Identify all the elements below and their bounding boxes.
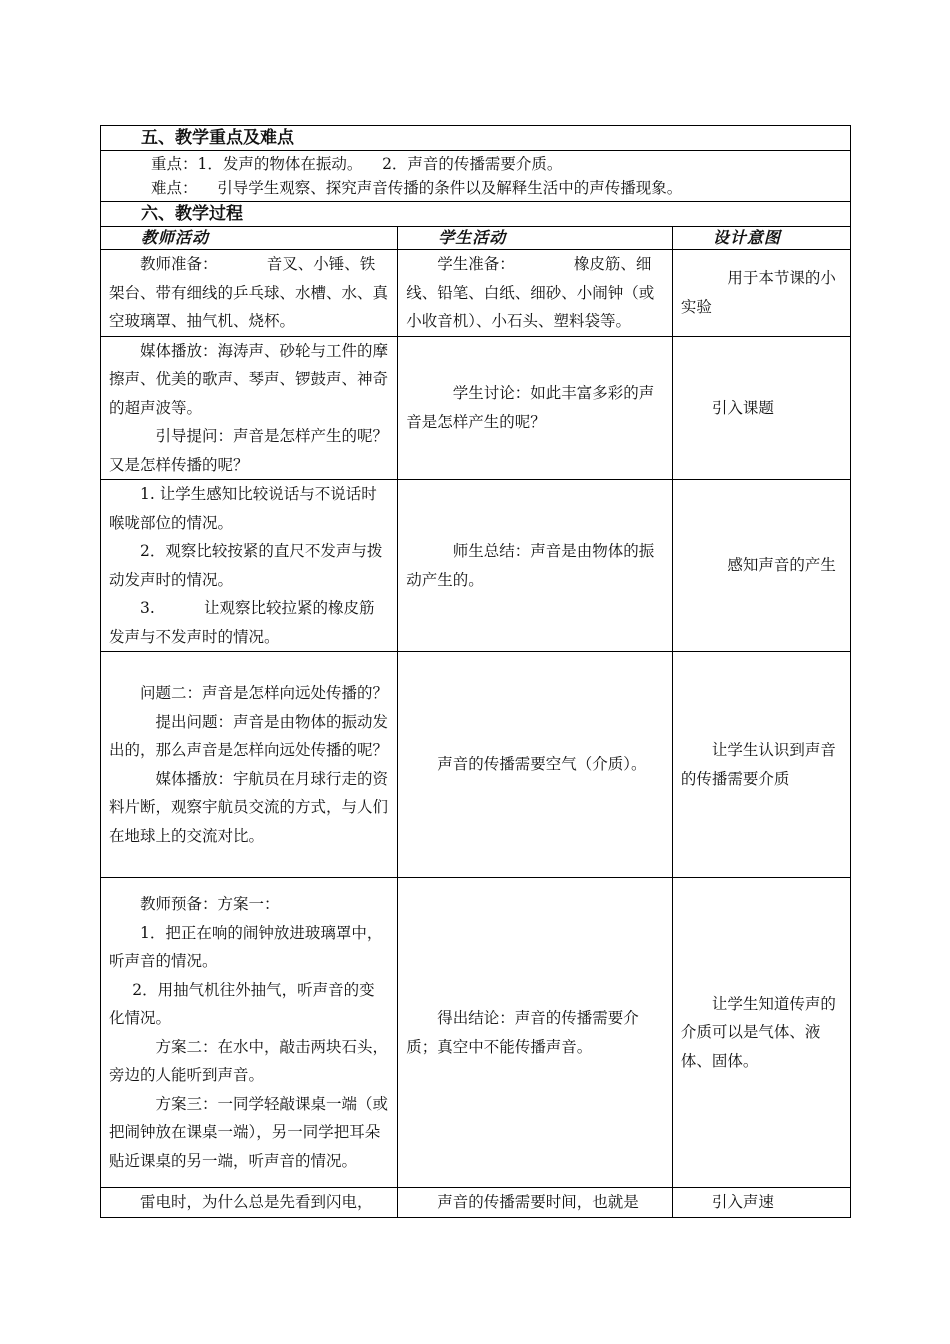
teacher-text: 1．把正在响的闹钟放进玻璃罩中，听声音的情况。 xyxy=(109,923,383,970)
table-row xyxy=(101,480,851,652)
student-text: 师生总结：声音是由物体的振动产生的。 xyxy=(406,542,655,589)
design-text: 让学生知道传声的介质可以是气体、液体、固体。 xyxy=(680,994,836,1070)
student-text: 学生讨论：如此丰富多彩的声音是怎样产生的呢？ xyxy=(406,384,655,431)
student-cell xyxy=(398,250,673,337)
section5-title: 五、教学重点及难点 xyxy=(101,126,851,151)
table-row xyxy=(101,336,851,480)
teacher-text: 媒体播放：海涛声、砂轮与工件的摩擦声、优美的歌声、琴声、锣鼓声、神奇的超声波等。 xyxy=(109,341,389,417)
teacher-text: 3. 让观察比较拉紧的橡皮筋发声与不发声时的情况。 xyxy=(109,599,375,646)
teacher-cell xyxy=(101,336,398,480)
teacher-text: 方案二：在水中，敲击两块石头，旁边的人能听到声音。 xyxy=(109,1037,389,1084)
student-cell xyxy=(398,480,673,652)
section5-content-row xyxy=(101,151,851,202)
teacher-text: 引导提问：声音是怎样产生的呢？又是怎样传播的呢？ xyxy=(109,427,389,474)
student-cell xyxy=(398,336,673,480)
student-text: 学生准备： 橡皮筋、细线、铅笔、白纸、细砂、小闹钟（或小收音机）、小石头、塑料袋等。 xyxy=(406,255,655,330)
difficulties: 难点： 引导学生观察、探究声音传播的条件以及解释生活中的声传播现象。 xyxy=(151,179,683,197)
design-cell xyxy=(672,1188,850,1218)
section6-title-row xyxy=(101,202,851,227)
student-text: 得出结论：声音的传播需要介质；真空中不能传播声音。 xyxy=(406,1009,639,1056)
teacher-text: 媒体播放：宇航员在月球行走的资料片断，观察宇航员交流的方式，与人们在地球上的交流对比。 xyxy=(109,769,389,845)
design-text: 感知声音的产生 xyxy=(727,556,836,575)
table-row xyxy=(101,878,851,1188)
design-cell xyxy=(672,652,850,878)
key-points: 重点：1．发声的物体在振动。 2．声音的传播需要介质。 xyxy=(151,155,563,173)
design-cell xyxy=(672,250,850,337)
header-row xyxy=(101,227,851,250)
lesson-table xyxy=(100,125,851,1218)
design-cell xyxy=(672,480,850,652)
section5-content xyxy=(101,151,851,202)
header-student: 学生活动 xyxy=(398,227,673,250)
student-text: 声音的传播需要时间，也就是 xyxy=(437,1193,639,1211)
table-row xyxy=(101,250,851,337)
lesson-plan-page xyxy=(100,125,851,1218)
design-cell xyxy=(672,336,850,480)
teacher-cell xyxy=(101,652,398,878)
teacher-text: 提出问题：声音是由物体的振动发出的，那么声音是怎样向远处传播的呢？ xyxy=(109,712,389,759)
teacher-text: 方案三：一同学轻敲课桌一端（或把闹钟放在课桌一端），另一同学把耳朵贴近课桌的另一端，听声音的情况。 xyxy=(109,1094,389,1170)
design-text: 引入声速 xyxy=(711,1193,774,1211)
teacher-text: 雷电时，为什么总是先看到闪电， xyxy=(140,1193,373,1211)
teacher-text: 教师预备：方案一： xyxy=(140,895,280,913)
teacher-cell xyxy=(101,878,398,1188)
design-text: 让学生认识到声音的传播需要介质 xyxy=(680,741,836,788)
student-cell xyxy=(398,652,673,878)
header-teacher: 教师活动 xyxy=(101,227,398,250)
teacher-cell xyxy=(101,480,398,652)
section5-title-row xyxy=(101,126,851,151)
table-row xyxy=(101,1188,851,1218)
section6-title: 六、教学过程 xyxy=(101,202,851,227)
teacher-text: 2．观察比较按紧的直尺不发声与拨动发声时的情况。 xyxy=(109,542,383,589)
student-text: 声音的传播需要空气（介质）。 xyxy=(437,755,647,774)
teacher-text: 教师准备： 音叉、小锤、铁架台、带有细线的乒乓球、水槽、水、真空玻璃罩、抽气机、烧杯。 xyxy=(109,255,389,330)
student-cell xyxy=(398,1188,673,1218)
teacher-cell xyxy=(101,250,398,337)
teacher-text: 问题二：声音是怎样向远处传播的？ xyxy=(140,684,389,702)
design-text: 用于本节课的小实验 xyxy=(680,269,836,316)
design-cell xyxy=(672,878,850,1188)
teacher-text: 1. 让学生感知比较说话与不说话时喉咙部位的情况。 xyxy=(109,485,377,532)
table-row xyxy=(101,652,851,878)
student-cell xyxy=(398,878,673,1188)
design-text: 引入课题 xyxy=(711,398,774,417)
teacher-cell xyxy=(101,1188,398,1218)
teacher-text: 2．用抽气机往外抽气，听声音的变化情况。 xyxy=(109,980,375,1027)
header-design: 设计意图 xyxy=(672,227,850,250)
